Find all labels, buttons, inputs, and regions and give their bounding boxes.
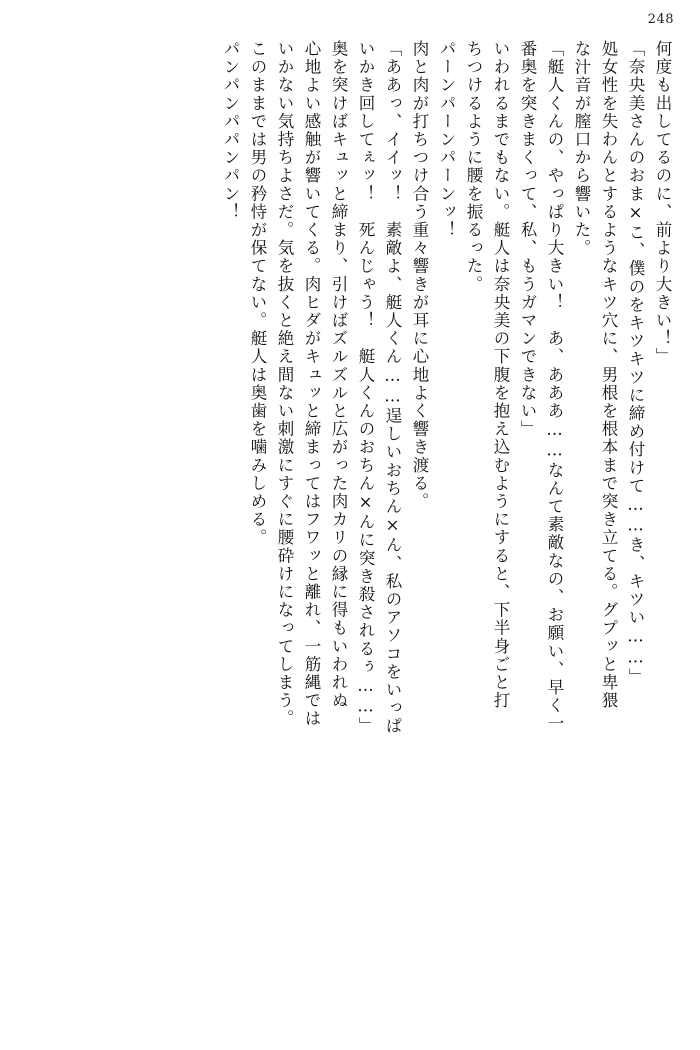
text-column: いわれるまでもない。艇人は奈央美の下腹を抱え込むようにすると、下半身ごと打 <box>491 40 510 710</box>
text-column: 処女性を失わんとするようなキツ穴に、男根を根本まで突き立てる。グプッと卑猥 <box>599 40 618 710</box>
text-column: 「艇人くんの、やっぱり大きい！ あ、あああ……なんて素敵なの、お願い、早く一 <box>545 40 564 733</box>
text-column: 「ああっ、イイッ！ 素敵よ、艇人くん……逞しいおちん×ん、私のアソコをいっぱ <box>383 40 402 736</box>
text-column: 奥を突けばキュッと締まり、引けばズルズルと広がった肉カリの縁に得もいわれぬ <box>329 40 348 710</box>
text-column: な汁音が膣口から響いた。 <box>572 40 591 258</box>
page-number: 248 <box>647 12 674 27</box>
text-column: 肉と肉が打ちつけ合う重々響きが耳に心地よく響き渡る。 <box>410 40 429 511</box>
text-column: いかき回してぇッ！ 死んじゃう！ 艇人くんのおちん×んに突き殺されるぅ……」 <box>356 40 375 736</box>
text-column: 心地よい感触が響いてくる。肉ヒダがキュッと締まってはフワッと離れ、一筋縄では <box>302 40 321 728</box>
text-column: 「奈央美さんのおま×こ、僕のをキツキツに締め付けて……き、キツい……」 <box>626 40 645 686</box>
text-column: 何度も出してるのに、前より大きい！」 <box>653 40 672 366</box>
text-column: 番奥を突きまくって、私、もうガマンできない」 <box>518 40 537 439</box>
vertical-text-body <box>42 40 670 1014</box>
text-column: いかない気持ちよさだ。気を抜くと絶え間ない刺激にすぐに腰砕けになってしまう。 <box>275 40 294 728</box>
text-column: ちつけるように腰を振るった。 <box>464 40 483 294</box>
text-column: パンパンパパンパン！ <box>221 40 240 221</box>
text-column: パーンパーンパーンッ！ <box>437 40 456 240</box>
text-column: このままでは男の矜恃が保てない。艇人は奥歯を噛みしめる。 <box>248 40 267 547</box>
